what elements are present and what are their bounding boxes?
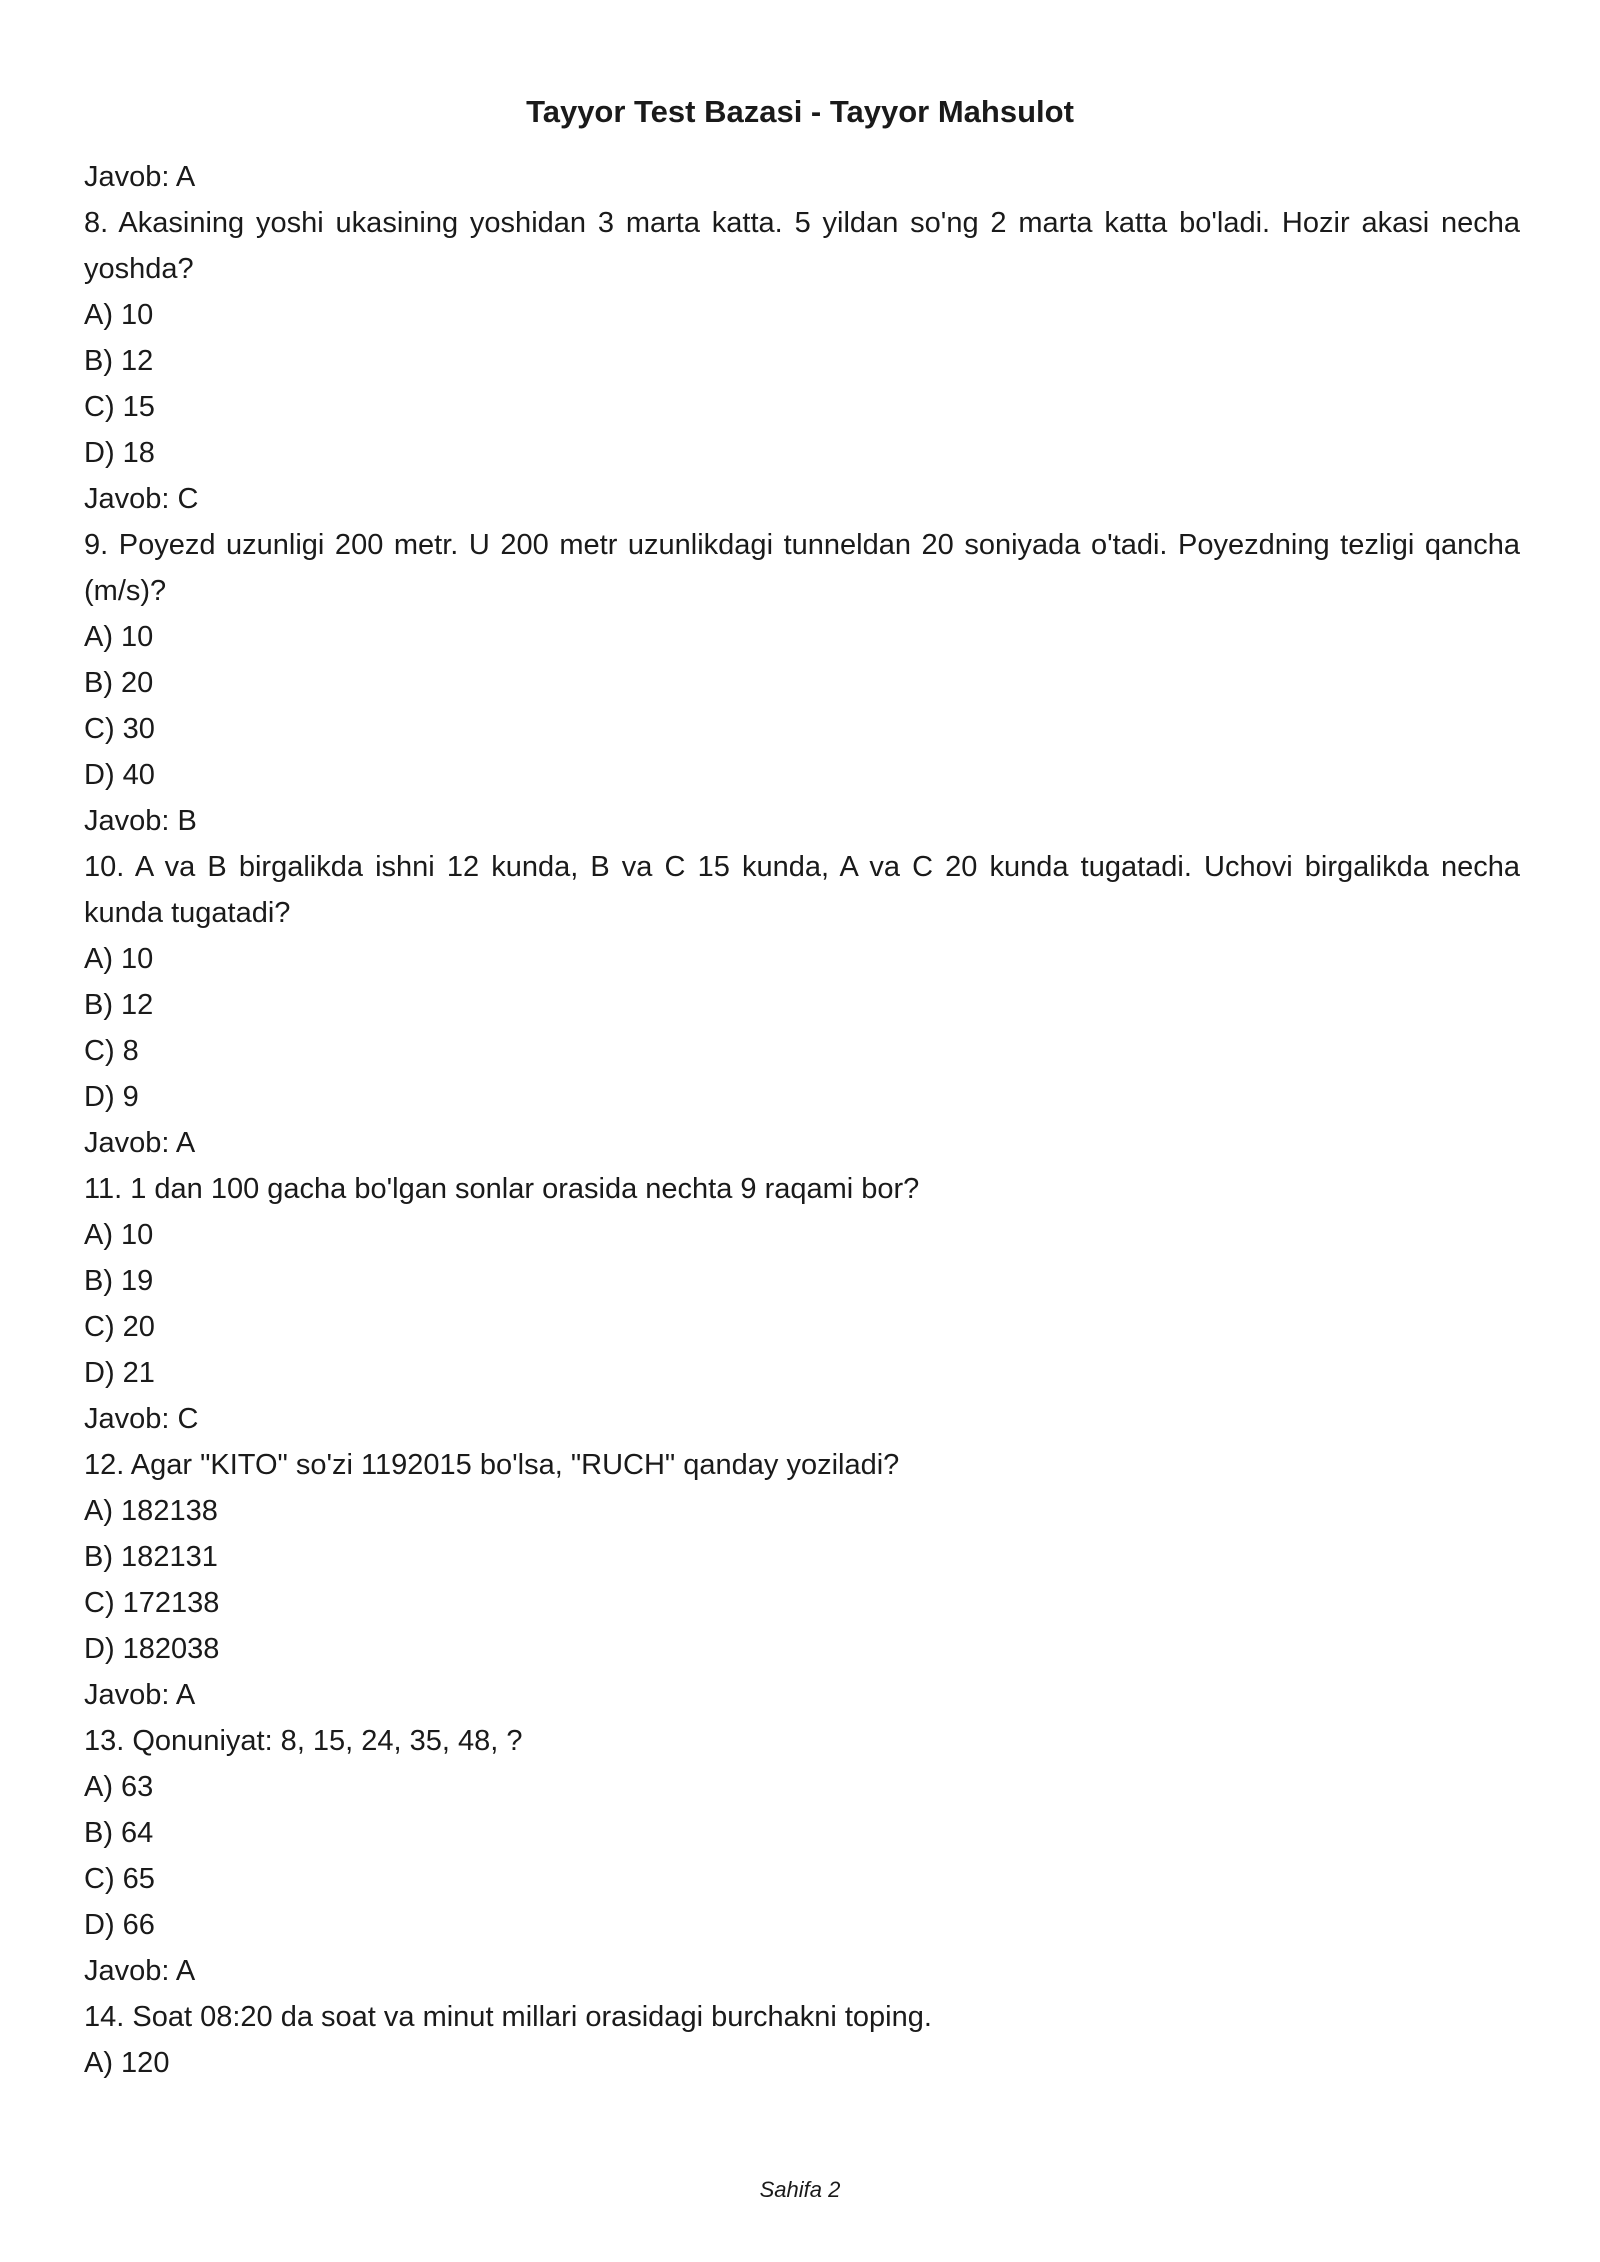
- question-text: 14. Soat 08:20 da soat va minut millari orasidagi burchakni toping.: [84, 2001, 932, 2033]
- question-block: [84, 1718, 1520, 1994]
- answer-option: B) 12: [84, 345, 154, 377]
- question-text: 13. Qonuniyat: 8, 15, 24, 35, 48, ?: [84, 1725, 523, 1757]
- document-title: Tayyor Test Bazasi - Tayyor Mahsulot: [526, 94, 1074, 129]
- question-block: [84, 200, 1520, 522]
- answer-option: B) 19: [84, 1265, 154, 1297]
- page-number: Sahifa 2: [759, 2177, 841, 2202]
- answer-option: A) 10: [84, 621, 154, 653]
- question-block: [84, 844, 1520, 1166]
- question-text: 9. Poyezd uzunligi 200 metr. U 200 metr uzunlikdagi tunneldan 20 soniyada o'tadi. Poyezdning tezligi qancha (m/s)?: [84, 529, 1520, 607]
- answer-option: A) 120: [84, 2047, 170, 2079]
- answer-option: A) 63: [84, 1771, 154, 1803]
- question-block: [84, 1442, 1520, 1718]
- answer-line: Javob: B: [84, 805, 197, 837]
- answer-option: B) 20: [84, 667, 154, 699]
- answer-option: D) 18: [84, 437, 155, 469]
- question-text: 12. Agar "KITO" so'zi 1192015 bo'lsa, "RUCH" qanday yoziladi?: [84, 1449, 900, 1481]
- answer-option: C) 30: [84, 713, 155, 745]
- question-block: [84, 1994, 1520, 2086]
- answer-option: A) 182138: [84, 1495, 218, 1527]
- question-text: 11. 1 dan 100 gacha bo'lgan sonlar orasida nechta 9 raqami bor?: [84, 1173, 920, 1205]
- answer-option: C) 8: [84, 1035, 139, 1067]
- answer-option: D) 182038: [84, 1633, 220, 1665]
- answer-option: B) 182131: [84, 1541, 218, 1573]
- answer-option: B) 64: [84, 1817, 154, 1849]
- answer-line: Javob: A: [84, 1127, 196, 1159]
- answer-option: A) 10: [84, 943, 154, 975]
- answer-option: D) 21: [84, 1357, 155, 1389]
- question-list: [84, 154, 1520, 2086]
- question-block: [84, 1166, 1520, 1442]
- question-block: [84, 522, 1520, 844]
- question-text: 8. Akasining yoshi ukasining yoshidan 3 marta katta. 5 yildan so'ng 2 marta katta bo'ladi. Hozir akasi necha yoshda?: [84, 207, 1520, 285]
- answer-option: A) 10: [84, 1219, 154, 1251]
- question-text: 10. A va B birgalikda ishni 12 kunda, B va C 15 kunda, A va C 20 kunda tugatadi. Uchovi birgalikda necha kunda tugatadi?: [84, 851, 1520, 929]
- answer-line: Javob: C: [84, 483, 199, 515]
- answer-option: C) 172138: [84, 1587, 220, 1619]
- answer-line: Javob: A: [84, 161, 196, 193]
- answer-line: Javob: C: [84, 1403, 199, 1435]
- answer-line: Javob: A: [84, 1679, 196, 1711]
- answer-option: C) 15: [84, 391, 155, 423]
- answer-line: Javob: A: [84, 1955, 196, 1987]
- answer-option: D) 40: [84, 759, 155, 791]
- answer-option: D) 66: [84, 1909, 155, 1941]
- answer-option: B) 12: [84, 989, 154, 1021]
- answer-option: C) 20: [84, 1311, 155, 1343]
- answer-option: A) 10: [84, 299, 154, 331]
- answer-option: D) 9: [84, 1081, 139, 1113]
- answer-option: C) 65: [84, 1863, 155, 1895]
